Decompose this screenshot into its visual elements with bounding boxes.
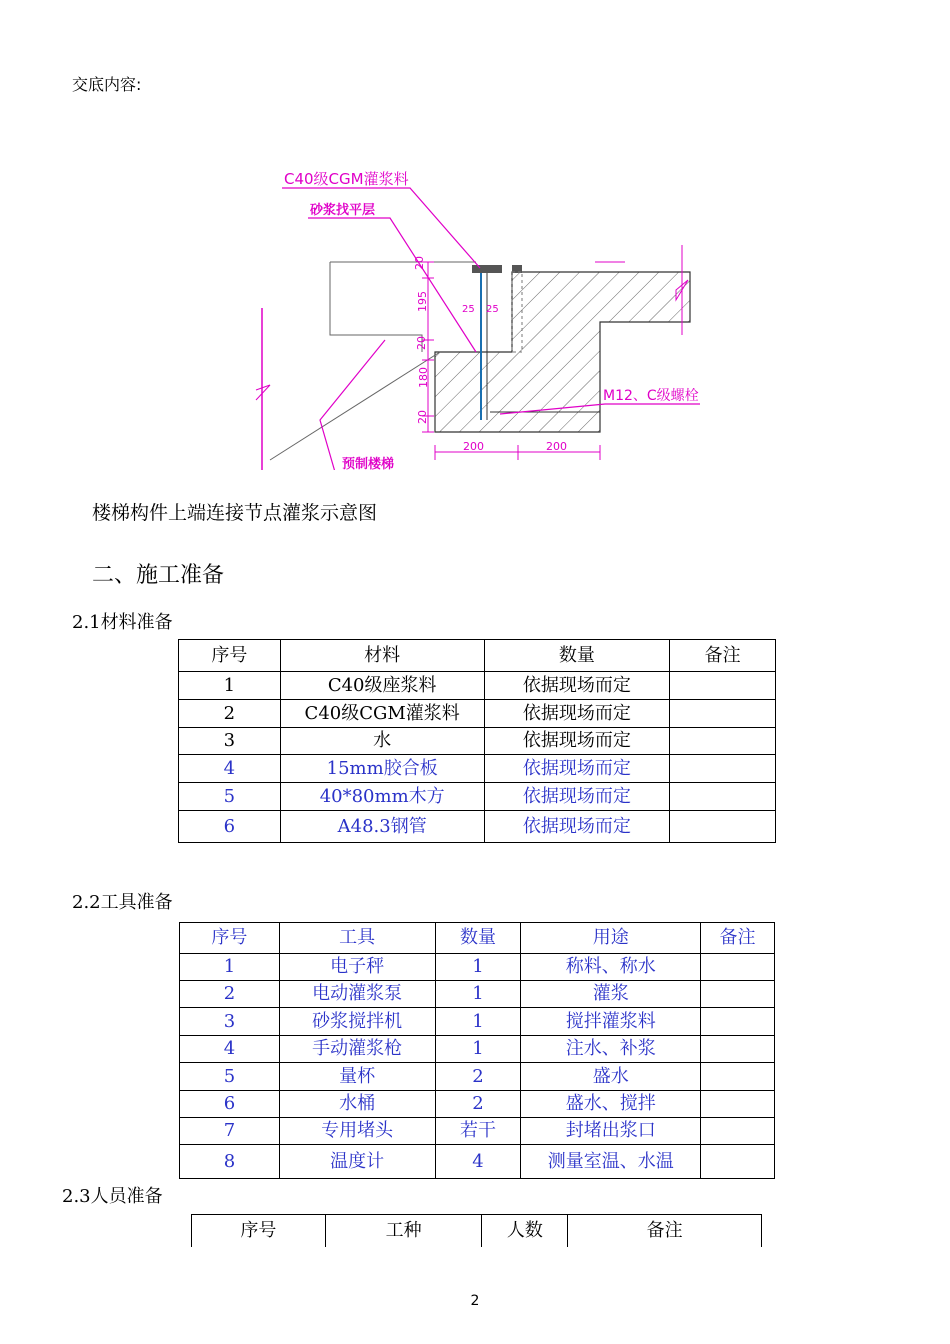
- cell: [670, 700, 776, 728]
- cell: [701, 954, 775, 981]
- personnel-title: 2.3人员准备: [62, 1186, 163, 1207]
- table-row: [179, 700, 776, 728]
- header-cell: 工具: [279, 923, 435, 954]
- cell: 7: [180, 1118, 280, 1145]
- cell: 40*80mm木方: [280, 783, 484, 811]
- cell: 2: [179, 700, 281, 728]
- cell: 6: [179, 811, 281, 843]
- cell: 2: [435, 1091, 521, 1118]
- table-row: [179, 728, 776, 755]
- table-row: [180, 954, 775, 981]
- materials-title: 2.1材料准备: [72, 612, 173, 633]
- cell: 手动灌浆枪: [279, 1036, 435, 1063]
- table-row: [180, 1063, 775, 1091]
- cell: 灌浆: [521, 981, 701, 1008]
- figure-caption: 楼梯构件上端连接节点灌浆示意图: [92, 502, 378, 524]
- cell: 水桶: [279, 1091, 435, 1118]
- cell: [701, 1118, 775, 1145]
- tools-title: 2.2工具准备: [72, 892, 173, 913]
- cell: 3: [179, 728, 281, 755]
- cell: [701, 1063, 775, 1091]
- cell: 搅拌灌浆料: [521, 1008, 701, 1036]
- table-row: [180, 1036, 775, 1063]
- cell: [670, 811, 776, 843]
- cell: 6: [180, 1091, 280, 1118]
- cell: 1: [435, 1036, 521, 1063]
- dim-t1: 20: [413, 256, 426, 270]
- cell: 依据现场而定: [484, 700, 670, 728]
- header-cell: 数量: [484, 640, 670, 672]
- table-row: [180, 1008, 775, 1036]
- dim-t5: 20: [416, 410, 429, 424]
- cell: [701, 1008, 775, 1036]
- table-row: [180, 1118, 775, 1145]
- cell: [670, 755, 776, 783]
- dim-w2: 200: [546, 440, 567, 453]
- header-cell: 用途: [521, 923, 701, 954]
- dim-t7: 25: [486, 304, 499, 315]
- dim-t6: 25: [462, 304, 475, 315]
- cell: [701, 1091, 775, 1118]
- cell: 电动灌浆泵: [279, 981, 435, 1008]
- table-header-row: [179, 640, 776, 672]
- cell: 盛水、搅拌: [521, 1091, 701, 1118]
- header-cell: 数量: [435, 923, 521, 954]
- cell: 注水、补浆: [521, 1036, 701, 1063]
- cell: 3: [180, 1008, 280, 1036]
- cell: 依据现场而定: [484, 755, 670, 783]
- dim-t4: 180: [417, 367, 430, 388]
- cell: 2: [435, 1063, 521, 1091]
- cell: 依据现场而定: [484, 783, 670, 811]
- label-cgm-grout: C40级CGM灌浆料: [284, 170, 409, 188]
- tools-table: [179, 922, 775, 1179]
- cell: 1: [435, 954, 521, 981]
- cell: 若干: [435, 1118, 521, 1145]
- label-bolt: M12、C级螺栓: [603, 388, 699, 404]
- cell: 专用堵头: [279, 1118, 435, 1145]
- header-cell: 材料: [280, 640, 484, 672]
- dim-t3: 20: [415, 336, 428, 350]
- header-cell: 人数: [482, 1215, 568, 1247]
- cell: 2: [180, 981, 280, 1008]
- cell: [670, 783, 776, 811]
- cell: 8: [180, 1145, 280, 1179]
- table-row: [180, 981, 775, 1008]
- cell: 依据现场而定: [484, 811, 670, 843]
- table-header-row: [180, 923, 775, 954]
- cell: 5: [179, 783, 281, 811]
- cell: [670, 728, 776, 755]
- cell: 盛水: [521, 1063, 701, 1091]
- cell: [701, 981, 775, 1008]
- header-cell: 备注: [701, 923, 775, 954]
- cell: 5: [180, 1063, 280, 1091]
- cell: 称料、称水: [521, 954, 701, 981]
- cell: C40级座浆料: [280, 672, 484, 700]
- table-row: [179, 672, 776, 700]
- table-row: [179, 811, 776, 843]
- cell: 15mm胶合板: [280, 755, 484, 783]
- cell: 砂浆搅拌机: [279, 1008, 435, 1036]
- dim-t2: 195: [416, 291, 429, 312]
- header-cell: 序号: [180, 923, 280, 954]
- cell: 依据现场而定: [484, 728, 670, 755]
- section-title: 二、施工准备: [92, 563, 225, 588]
- page-number: 2: [470, 1293, 480, 1309]
- cell: C40级CGM灌浆料: [280, 700, 484, 728]
- dim-w1: 200: [463, 440, 484, 453]
- cell: 4: [179, 755, 281, 783]
- disclosure-content-label: 交底内容:: [72, 75, 142, 94]
- materials-table: [178, 639, 776, 843]
- cell: 1: [435, 1008, 521, 1036]
- header-cell: 备注: [568, 1215, 762, 1247]
- cell: 1: [180, 954, 280, 981]
- cell: 封堵出浆口: [521, 1118, 701, 1145]
- header-cell: 工种: [325, 1215, 482, 1247]
- cell: [701, 1145, 775, 1179]
- header-cell: 备注: [670, 640, 776, 672]
- cell: A48.3钢管: [280, 811, 484, 843]
- cell: 电子秤: [279, 954, 435, 981]
- cell: 温度计: [279, 1145, 435, 1179]
- cell: [670, 672, 776, 700]
- cell: 水: [280, 728, 484, 755]
- table-row: [180, 1091, 775, 1118]
- cell: 1: [435, 981, 521, 1008]
- label-precast-stair: 预制楼梯: [342, 457, 395, 470]
- table-row: [179, 755, 776, 783]
- header-cell: 序号: [192, 1215, 326, 1247]
- grouting-node-drawing: [250, 150, 720, 470]
- cell: 测量室温、水温: [521, 1145, 701, 1179]
- table-row: [180, 1145, 775, 1179]
- cell: 量杯: [279, 1063, 435, 1091]
- cell: 依据现场而定: [484, 672, 670, 700]
- table-row: [179, 783, 776, 811]
- cell: 4: [180, 1036, 280, 1063]
- header-cell: 序号: [179, 640, 281, 672]
- cell: 1: [179, 672, 281, 700]
- cell: 4: [435, 1145, 521, 1179]
- table-header-row: [192, 1215, 762, 1247]
- personnel-table: [191, 1214, 762, 1247]
- cell: [701, 1036, 775, 1063]
- label-mortar-layer: 砂浆找平层: [310, 203, 376, 218]
